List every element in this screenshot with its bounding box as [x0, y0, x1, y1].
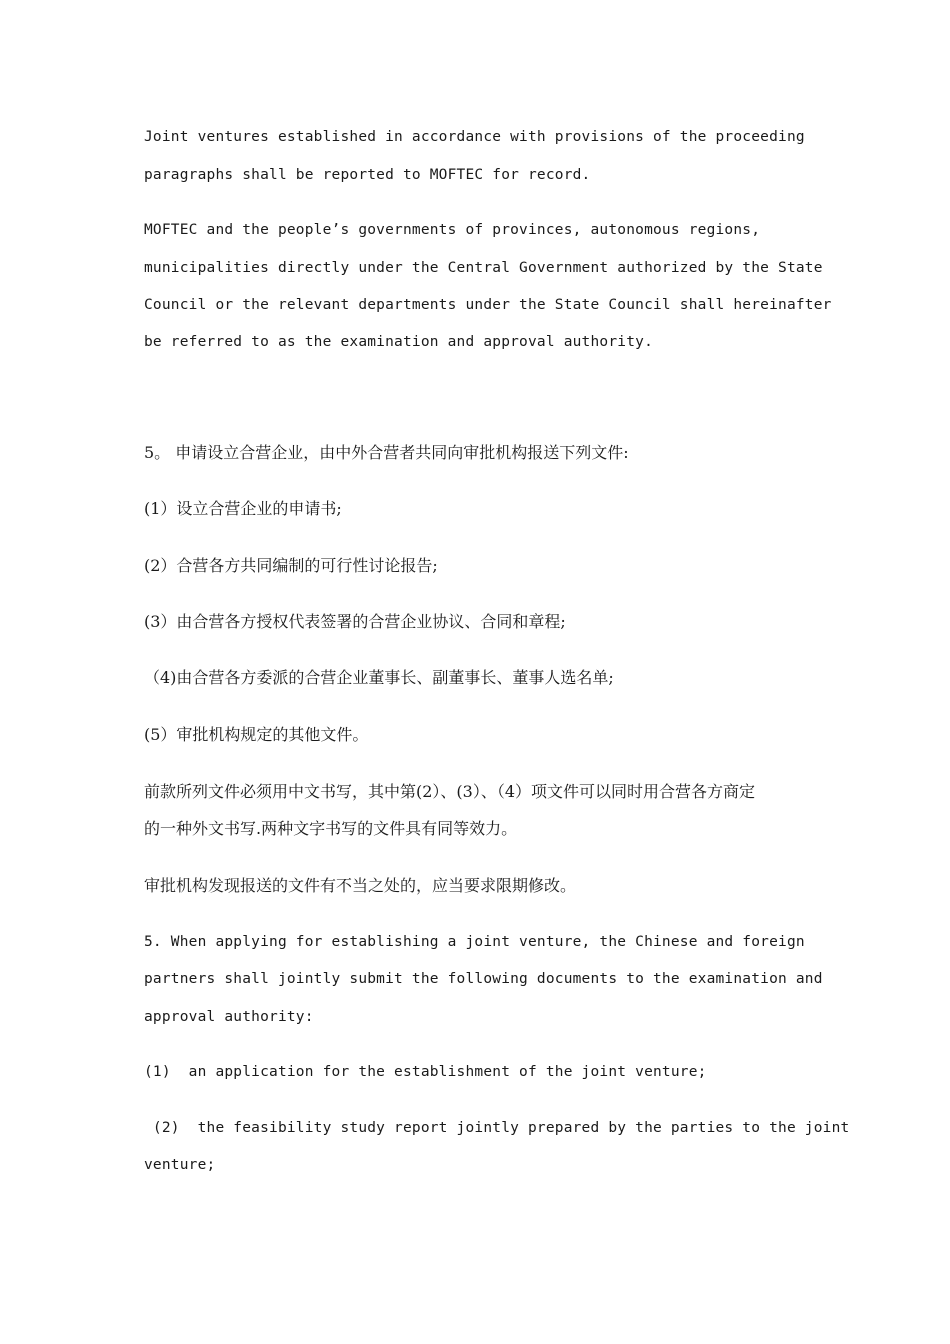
text-line: municipalities directly under the Central Government authorized by the State — [144, 260, 823, 276]
list-item: (2）合营各方共同编制的可行性讨论报告; — [144, 556, 438, 575]
list-item: (1）设立合营企业的申请书; — [144, 499, 342, 518]
text-line: MOFTEC and the people’s governments of provinces, autonomous regions, — [144, 222, 761, 238]
text-line: Joint ventures established in accordance with provisions of the proceeding — [144, 129, 805, 145]
list-item: （4)由合营各方委派的合营企业董事长、副董事长、董事人选名单; — [144, 668, 614, 687]
text-line: be referred to as the examination and approval authority. — [144, 334, 653, 350]
text-line: partners shall jointly submit the following documents to the examination and — [144, 971, 823, 987]
text-line: venture; — [144, 1157, 216, 1173]
list-item: (2) the feasibility study report jointly prepared by the parties to the joint — [144, 1120, 850, 1136]
text-line: 前款所列文件必须用中文书写，其中第(2）、(3）、（4）项文件可以同时用合营各方商定 — [144, 782, 756, 801]
text-line: Council or the relevant departments under the State Council shall hereinafter — [144, 297, 832, 313]
text-line: 审批机构发现报送的文件有不当之处的，应当要求限期修改。 — [144, 876, 577, 895]
list-item: (5）审批机构规定的其他文件。 — [144, 725, 369, 744]
text-line: approval authority: — [144, 1009, 314, 1025]
article-heading-zh: 5。 申请设立合营企业，由中外合营者共同向审批机构报送下列文件: — [144, 443, 629, 462]
list-item: (1) an application for the establishment of the joint venture; — [144, 1064, 707, 1080]
text-line: paragraphs shall be reported to MOFTEC for record. — [144, 167, 591, 183]
article-heading-en: 5. When applying for establishing a joint venture, the Chinese and foreign — [144, 934, 805, 950]
list-item: (3）由合营各方授权代表签署的合营企业协议、合同和章程; — [144, 612, 566, 631]
text-line: 的一种外文书写.两种文字书写的文件具有同等效力。 — [144, 819, 518, 838]
